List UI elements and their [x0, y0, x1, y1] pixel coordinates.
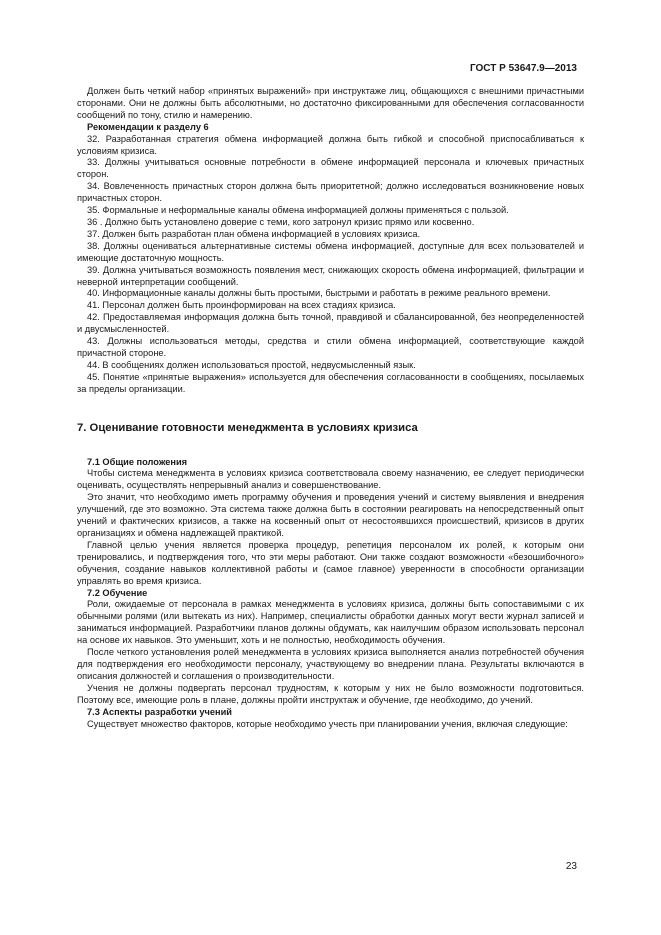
page-number: 23 [565, 861, 577, 872]
paragraph: Главной целью учения является проверка процедур, репетиция персоналом их ролей, к которым они тренировались, и подтверждения того, что эти меры работают. Они также создают возможности «безошибочного» обучения, создание навыков коллективной работы и (самое главное) уверенности в способности организации управлять во время кризиса. [77, 539, 584, 586]
paragraph: 42. Предоставляемая информация должна быть точной, правдивой и сбалансированной, без неопределенностей и двусмысленностей. [77, 312, 584, 335]
paragraph: Должен быть четкий набор «принятых выражений» при инструктаже лиц, общающихся с внешними причастными сторонами. Они не должны быть абсолютными, но достаточно фиксированными для обеспечения согласованности сообщений по тону, стилю и намерению. [77, 86, 584, 120]
page-content [77, 86, 584, 730]
paragraph: Это значит, что необходимо иметь программу обучения и проведения учений и систему выявления и внедрения улучшений, где это возможно. Эта система также должна быть в состоянии реагировать на непосредственный опыт учений и фактических кризисов, а также на косвенный опыт от несостоявшихся происшествий, кризисов в других организациях и обмена надлежащей практикой. [77, 492, 584, 538]
subsection-heading: Рекомендации к разделу 6 [87, 121, 209, 132]
subsection-heading: 7.2 Обучение [87, 587, 148, 598]
paragraph: 32. Разработанная стратегия обмена информацией должна быть гибкой и способной приспосабливаться к условиям кризиса. [77, 133, 584, 156]
paragraph: 39. Должна учитываться возможность появления мест, снижающих скорость обмена информацией, фильтрации и неверной интерпретации сообщений. [77, 264, 584, 287]
paragraph: После четкого установления ролей менеджмента в условиях кризиса выполняется анализ потребностей обучения для подтверждения его необходимости персоналу, участвующему во внедрении плана. Результаты включаются в описания должностей и соглашения о производительности. [77, 647, 584, 681]
subsection-heading: 7.1 Общие положения [87, 456, 188, 467]
paragraph: 43. Должны использоваться методы, средства и стили обмена информацией, соответствующие каждой причастной стороне. [77, 336, 584, 358]
paragraph: 36 . Должно быть установлено доверие с теми, кого затронул кризис прямо или косвенно. [87, 216, 475, 227]
paragraph: 33. Должны учитываться основные потребности в обмене информацией персонала и ключевых причастных сторон. [77, 157, 584, 180]
paragraph: 38. Должны оцениваться альтернативные системы обмена информацией, доступные для всех пользователей и имеющие достаточную мощность. [77, 240, 584, 263]
paragraph: 37. Должен быть разработан план обмена информацией в условиях кризиса. [87, 228, 421, 239]
paragraph: Существует множество факторов, которые необходимо учесть при планировании учения, включая следующие: [87, 718, 568, 729]
paragraph: Чтобы система менеджмента в условиях кризиса соответствовала своему назначению, ее следует периодически оценивать, осуществлять непрерывный анализ и совершенствование. [77, 468, 584, 491]
subsection-heading: 7.3 Аспекты разработки учений [87, 706, 232, 717]
document-header: ГОСТ Р 53647.9—2013 [469, 63, 577, 74]
section-7-heading: 7. Оценивание готовности менеджмента в условиях кризиса [77, 421, 418, 434]
paragraph: Учения не должны подвергать персонал трудностям, к которым у них не было возможности подготовиться. Поэтому все, имеющие роль в плане, должны пройти инструктаж и обучение, где необходимо, до учений. [77, 682, 584, 705]
paragraph: Роли, ожидаемые от персонала в рамках менеджмента в условиях кризиса, должны быть сопоставимыми с их обычными ролями (или вытекать из них). Например, специалисты обработки данных могут вести журнал записей и заниматься информацией. Разработчики планов должны обдумать, как наилучшим образом использовать персонал на основе их навыков. Это уменьшит, хоть и не полностью, необходимость обучения. [77, 599, 584, 646]
paragraph: 40. Информационные каналы должны быть простыми, быстрыми и работать в режиме реального времени. [87, 288, 551, 299]
paragraph: 44. В сообщениях должен использоваться простой, недвусмысленный язык. [87, 359, 416, 370]
paragraph: 45. Понятие «принятые выражения» используется для обеспечения согласованности в сообщениях, посылаемых за пределы организации. [77, 371, 584, 394]
section-7-body [77, 457, 584, 731]
paragraph: 41. Персонал должен быть проинформирован на всех стадиях кризиса. [87, 300, 396, 311]
paragraph: 34. Вовлеченность причастных сторон должна быть приоритетной; должно исследоваться возникновение новых причастных сторон. [77, 181, 584, 204]
section-6-recommendations [77, 86, 584, 396]
paragraph: 35. Формальные и неформальные каналы обмена информацией должны применяться с пользой. [87, 205, 509, 216]
